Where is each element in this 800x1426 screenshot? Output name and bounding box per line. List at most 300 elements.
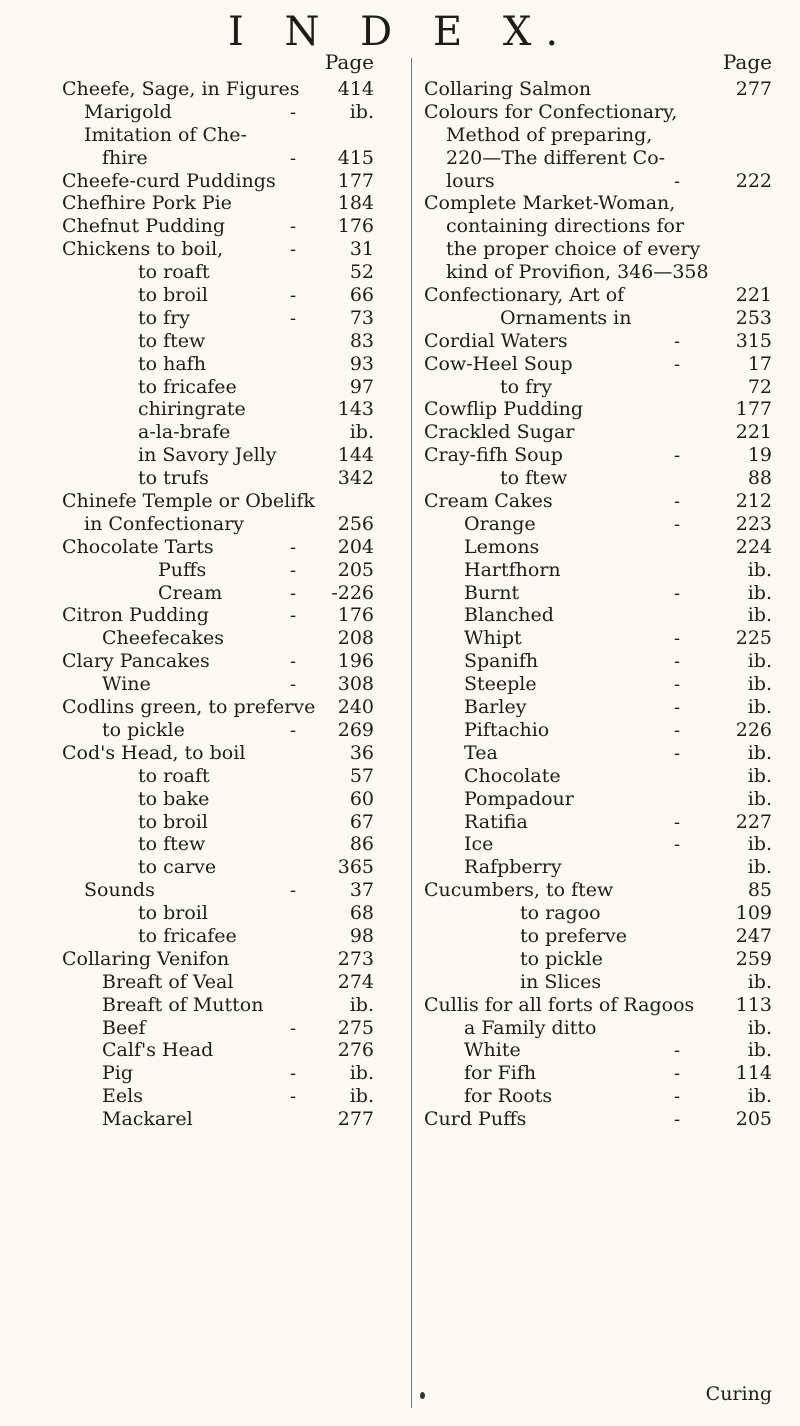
index-entry: [62, 147, 374, 170]
index-entry: [424, 925, 772, 948]
entry-text: Cheefecakes: [102, 627, 225, 650]
entry-text: to fry: [500, 375, 552, 398]
entry-page: 177: [337, 169, 374, 192]
entry-text: Chinefe Temple or Obelifk: [62, 490, 315, 513]
entry-dash: -: [290, 1086, 297, 1108]
index-entry: [424, 261, 772, 284]
index-entry: [424, 353, 772, 376]
entry-page: 86: [349, 833, 374, 856]
entry-page: ib.: [349, 1085, 374, 1108]
column-divider: [411, 58, 412, 1408]
entry-page: 227: [735, 810, 772, 833]
page-mark: [420, 1392, 425, 1399]
index-entry: [424, 330, 772, 353]
entry-page: 144: [337, 444, 374, 467]
index-entry: [62, 398, 374, 421]
entry-text: to hafh: [138, 352, 206, 375]
index-entry: [424, 948, 772, 971]
index-entry: [424, 673, 772, 696]
entry-page: 60: [349, 787, 374, 810]
entry-dash: -: [674, 1109, 681, 1131]
entry-page: 276: [337, 1039, 374, 1062]
index-entry: [424, 650, 772, 673]
index-entry: [62, 856, 374, 879]
index-entry: [62, 215, 374, 238]
index-entry: [424, 307, 772, 330]
entry-dash: -: [290, 651, 297, 673]
entry-text: chiringrate: [138, 398, 246, 421]
entry-dash: -: [674, 582, 681, 604]
entry-text: Marigold: [84, 100, 172, 123]
entry-page: ib.: [747, 1039, 772, 1062]
entry-text: to broil: [138, 902, 208, 925]
entry-text: for Fifh: [464, 1062, 537, 1085]
entry-page: 143: [337, 398, 374, 421]
entry-text: Citron Pudding: [62, 604, 209, 627]
entry-text: Chickens to boil,: [62, 238, 224, 261]
entry-page: 277: [735, 78, 772, 100]
index-entry: [62, 925, 374, 948]
entry-page: 240: [337, 696, 374, 719]
entry-page: 415: [337, 146, 374, 169]
index-entry: [62, 238, 374, 261]
entry-text: Codlins green, to preferve: [62, 696, 316, 719]
index-entry: [62, 559, 374, 582]
index-entry: [62, 490, 374, 513]
entry-text: Breaft of Veal: [102, 970, 234, 993]
index-entry: [62, 353, 374, 376]
index-entry: [62, 376, 374, 399]
entry-text: Chocolate Tarts: [62, 535, 214, 558]
index-entry: [62, 604, 374, 627]
index-entry: [424, 376, 772, 399]
entry-text: Complete Market-Woman,: [424, 192, 676, 215]
entry-page: 269: [337, 718, 374, 741]
entry-page: 365: [337, 856, 374, 879]
entry-text: to ftew: [500, 467, 568, 490]
entry-dash: -: [290, 582, 297, 604]
entry-text: Hartfhorn: [464, 558, 561, 581]
entry-page: 57: [349, 764, 374, 787]
entry-page: ib.: [349, 993, 374, 1016]
entry-page: 342: [337, 467, 374, 490]
entry-page: ib.: [349, 100, 374, 123]
index-entry: [424, 1062, 772, 1085]
entry-page: 37: [349, 879, 374, 902]
entry-dash: -: [290, 147, 297, 169]
entry-page: -226: [331, 581, 374, 604]
entry-dash: -: [674, 651, 681, 673]
entry-page: ib.: [747, 970, 772, 993]
entry-page: 224: [735, 535, 772, 558]
entry-page: 176: [337, 215, 374, 238]
entry-page: ib.: [349, 421, 374, 444]
entry-dash: -: [290, 880, 297, 902]
entry-text: to broil: [138, 284, 208, 307]
entry-text: Cullis for all forts of Ragoos: [424, 993, 695, 1016]
entry-page: 205: [735, 1108, 772, 1131]
entry-text: Steeple: [464, 673, 537, 696]
entry-text: Mackarel: [102, 1108, 193, 1131]
index-entry: [424, 765, 772, 788]
entry-text: Cordial Waters: [424, 329, 568, 352]
index-entry: [62, 444, 374, 467]
entry-text: Crackled Sugar: [424, 421, 575, 444]
entry-page: 277: [337, 1108, 374, 1131]
entry-text: Colours for Confectionary,: [424, 100, 678, 123]
entry-text: Wine: [102, 673, 151, 696]
index-entry: [62, 1062, 374, 1085]
index-entry: [62, 1039, 374, 1062]
entry-dash: -: [290, 559, 297, 581]
index-entry: [62, 536, 374, 559]
entry-text: to fricafee: [138, 924, 237, 947]
entry-page: 31: [349, 238, 374, 261]
entry-page: 68: [349, 902, 374, 925]
entry-text: to roaft: [138, 261, 210, 284]
entry-dash: -: [290, 719, 297, 741]
index-entry: [424, 536, 772, 559]
entry-page: 72: [747, 375, 772, 398]
index-entry: [424, 284, 772, 307]
catchword: Curing: [705, 1383, 772, 1405]
entry-dash: -: [674, 834, 681, 856]
index-entry: [62, 650, 374, 673]
entry-text: White: [464, 1039, 521, 1062]
index-header: I N D E X.: [227, 9, 573, 55]
entry-text: Sounds: [84, 879, 155, 902]
entry-text: Rafpberry: [464, 856, 562, 879]
entry-text: Whipt: [464, 627, 522, 650]
entry-page: 308: [337, 673, 374, 696]
index-entry: [62, 421, 374, 444]
entry-text: Spanifh: [464, 650, 539, 673]
index-entry: [424, 124, 772, 147]
index-entry: [424, 101, 772, 124]
index-entry: [424, 856, 772, 879]
entry-text: Method of preparing,: [446, 123, 653, 146]
index-entry: [62, 261, 374, 284]
entry-page: 113: [735, 993, 772, 1016]
index-entry: [424, 170, 772, 193]
entry-text: Chefnut Pudding: [62, 215, 226, 238]
entry-dash: -: [674, 353, 681, 375]
entry-page: 221: [735, 284, 772, 307]
entry-text: Curd Puffs: [424, 1108, 527, 1131]
left-column: [62, 78, 374, 1131]
entry-text: Chocolate: [464, 764, 561, 787]
index-entry: [62, 192, 374, 215]
index-entry: [62, 902, 374, 925]
index-entry: [424, 398, 772, 421]
entry-text: Cream Cakes: [424, 490, 553, 513]
index-entry: [62, 765, 374, 788]
entry-page: 88: [747, 467, 772, 490]
entry-text: Blanched: [464, 604, 554, 627]
entry-page: 212: [735, 490, 772, 513]
entry-page: 315: [735, 329, 772, 352]
entry-text: containing directions for: [446, 215, 685, 238]
entry-text: Collaring Venifon: [62, 947, 230, 970]
index-entry: [424, 604, 772, 627]
entry-text: for Roots: [464, 1085, 553, 1108]
entry-text: Chefhire Pork Pie: [62, 192, 232, 215]
entry-dash: -: [674, 491, 681, 513]
entry-text: Collaring Salmon: [424, 78, 592, 100]
entry-text: kind of Provifion, 346—358: [446, 261, 709, 284]
entry-page: 17: [747, 352, 772, 375]
index-entry: [62, 719, 374, 742]
entry-page: 225: [735, 627, 772, 650]
index-entry: [62, 833, 374, 856]
entry-text: Ice: [464, 833, 494, 856]
entry-text: Calf's Head: [102, 1039, 214, 1062]
entry-page: 73: [349, 306, 374, 329]
entry-text: Ratifia: [464, 810, 528, 833]
entry-page: ib.: [747, 673, 772, 696]
entry-page: 184: [337, 192, 374, 215]
entry-page: 176: [337, 604, 374, 627]
entry-dash: -: [290, 1063, 297, 1085]
index-entry: [62, 1108, 374, 1131]
entry-dash: -: [290, 307, 297, 329]
index-entry: [62, 994, 374, 1017]
entry-page: 221: [735, 421, 772, 444]
entry-text: to broil: [138, 810, 208, 833]
index-entry: [424, 238, 772, 261]
entry-page: ib.: [747, 581, 772, 604]
left-page-label: Page: [324, 50, 374, 74]
entry-text: to roaft: [138, 764, 210, 787]
entry-page: ib.: [747, 1085, 772, 1108]
entry-page: ib.: [747, 696, 772, 719]
entry-text: the proper choice of every: [446, 238, 701, 261]
index-entry: [424, 788, 772, 811]
entry-page: 222: [735, 169, 772, 192]
entry-page: 98: [349, 924, 374, 947]
index-entry: [62, 124, 374, 147]
entry-page: ib.: [747, 650, 772, 673]
index-entry: [62, 879, 374, 902]
entry-text: Confectionary, Art of: [424, 284, 625, 307]
entry-text: to carve: [138, 856, 217, 879]
entry-page: 97: [349, 375, 374, 398]
index-entry: [424, 742, 772, 765]
entry-text: to fricafee: [138, 375, 237, 398]
entry-dash: -: [674, 445, 681, 467]
index-entry: [424, 147, 772, 170]
entry-page: 114: [735, 1062, 772, 1085]
index-entry: [424, 627, 772, 650]
right-column: [424, 78, 772, 1131]
index-entry: [424, 1017, 772, 1040]
entry-text: Cod's Head, to boil: [62, 741, 246, 764]
index-entry: [62, 1017, 374, 1040]
index-entry: [424, 559, 772, 582]
entry-page: 66: [349, 284, 374, 307]
entry-dash: -: [290, 1017, 297, 1039]
index-entry: [424, 1108, 772, 1131]
entry-text: Clary Pancakes: [62, 650, 210, 673]
entry-text: to preferve: [520, 924, 627, 947]
index-entry: [424, 490, 772, 513]
entry-page: 275: [337, 1016, 374, 1039]
index-entry: [424, 444, 772, 467]
entry-text: Pompadour: [464, 787, 574, 810]
entry-page: ib.: [747, 764, 772, 787]
index-entry: [424, 513, 772, 536]
entry-text: Lemons: [464, 535, 540, 558]
entry-page: 253: [735, 306, 772, 329]
index-entry: [424, 78, 772, 101]
entry-page: 83: [349, 329, 374, 352]
entry-page: 259: [735, 947, 772, 970]
index-entry: [424, 467, 772, 490]
entry-page: 205: [337, 558, 374, 581]
entry-text: Breaft of Mutton: [102, 993, 264, 1016]
index-entry: [424, 582, 772, 605]
entry-page: ib.: [747, 558, 772, 581]
entry-page: 67: [349, 810, 374, 833]
entry-page: 196: [337, 650, 374, 673]
entry-text: Beef: [102, 1016, 146, 1039]
entry-text: to ftew: [138, 833, 206, 856]
entry-text: a Family ditto: [464, 1016, 597, 1039]
entry-dash: -: [674, 330, 681, 352]
entry-text: Imitation of Che-: [84, 123, 247, 146]
entry-text: to pickle: [102, 718, 185, 741]
index-entry: [424, 215, 772, 238]
entry-text: to trufs: [138, 467, 209, 490]
entry-page: 52: [349, 261, 374, 284]
entry-page: ib.: [747, 741, 772, 764]
entry-page: 19: [747, 444, 772, 467]
entry-text: Puffs: [158, 558, 207, 581]
index-entry: [424, 719, 772, 742]
entry-text: a-la-brafe: [138, 421, 231, 444]
index-entry: [424, 421, 772, 444]
entry-text: 220—The different Co-: [446, 146, 666, 169]
entry-dash: -: [674, 742, 681, 764]
entry-text: Piftachio: [464, 718, 550, 741]
index-entry: [424, 833, 772, 856]
entry-text: Cowflip Pudding: [424, 398, 584, 421]
entry-page: 93: [349, 352, 374, 375]
entry-page: 36: [349, 741, 374, 764]
entry-text: in Slices: [520, 970, 602, 993]
index-entry: [424, 696, 772, 719]
entry-page: 208: [337, 627, 374, 650]
entry-text: Cray-fifh Soup: [424, 444, 563, 467]
index-entry: [424, 902, 772, 925]
index-entry: [62, 788, 374, 811]
index-entry: [62, 467, 374, 490]
entry-dash: -: [290, 216, 297, 238]
index-entry: [424, 879, 772, 902]
entry-dash: -: [674, 811, 681, 833]
entry-page: ib.: [747, 604, 772, 627]
entry-text: Cheefe, Sage, in Figures: [62, 78, 300, 100]
entry-text: Cheefe-curd Puddings: [62, 169, 276, 192]
index-entry: [62, 627, 374, 650]
index-entry: [62, 811, 374, 834]
entry-page: ib.: [747, 856, 772, 879]
entry-dash: -: [674, 170, 681, 192]
entry-text: Cream: [158, 581, 223, 604]
entry-page: 109: [735, 902, 772, 925]
entry-page: 274: [337, 970, 374, 993]
entry-page: 177: [735, 398, 772, 421]
entry-text: Orange: [464, 512, 536, 535]
index-entry: [62, 170, 374, 193]
entry-text: to ragoo: [520, 902, 601, 925]
entry-dash: -: [290, 605, 297, 627]
index-entry: [424, 1039, 772, 1062]
entry-dash: -: [674, 719, 681, 741]
index-entry: [62, 971, 374, 994]
entry-dash: -: [674, 628, 681, 650]
entry-dash: -: [674, 513, 681, 535]
entry-page: 414: [337, 78, 374, 100]
entry-text: Pig: [102, 1062, 134, 1085]
entry-page: 204: [337, 535, 374, 558]
index-entry: [62, 582, 374, 605]
index-entry: [62, 673, 374, 696]
entry-page: 223: [735, 512, 772, 535]
entry-text: Cucumbers, to ftew: [424, 879, 614, 902]
entry-text: Burnt: [464, 581, 520, 604]
index-entry: [62, 330, 374, 353]
entry-page: 273: [337, 947, 374, 970]
right-page-label: Page: [722, 50, 772, 74]
index-entry: [62, 513, 374, 536]
entry-text: Ornaments in: [500, 306, 632, 329]
entry-text: in Confectionary: [84, 512, 245, 535]
entry-dash: -: [674, 1040, 681, 1062]
entry-dash: -: [290, 285, 297, 307]
entry-text: Eels: [102, 1085, 143, 1108]
index-entry: [62, 307, 374, 330]
entry-text: to fry: [138, 306, 190, 329]
entry-dash: -: [674, 674, 681, 696]
index-entry: [62, 742, 374, 765]
entry-dash: -: [290, 536, 297, 558]
entry-dash: -: [290, 101, 297, 123]
entry-dash: -: [674, 697, 681, 719]
index-entry: [424, 994, 772, 1017]
entry-text: to ftew: [138, 329, 206, 352]
entry-text: lours: [446, 169, 495, 192]
entry-dash: -: [674, 1063, 681, 1085]
index-entry: [424, 811, 772, 834]
entry-page: ib.: [349, 1062, 374, 1085]
entry-text: to bake: [138, 787, 210, 810]
index-entry: [424, 192, 772, 215]
entry-text: in Savory Jelly: [138, 444, 277, 467]
index-entry: [424, 1085, 772, 1108]
entry-text: Tea: [464, 741, 498, 764]
entry-page: 226: [735, 718, 772, 741]
entry-dash: -: [674, 1086, 681, 1108]
index-entry: [424, 971, 772, 994]
entry-page: ib.: [747, 833, 772, 856]
index-entry: [62, 696, 374, 719]
index-entry: [62, 78, 374, 101]
entry-page: ib.: [747, 1016, 772, 1039]
entry-page: 85: [747, 879, 772, 902]
index-entry: [62, 284, 374, 307]
entry-text: fhire: [102, 146, 148, 169]
